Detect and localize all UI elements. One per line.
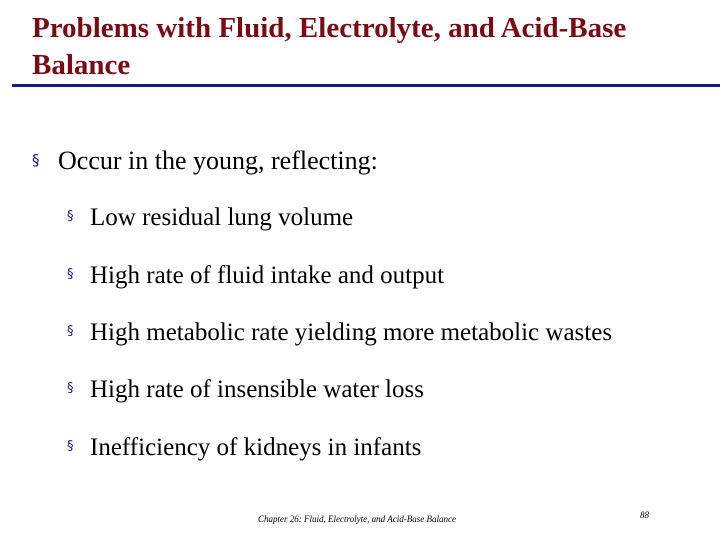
sub-bullet-text: High rate of fluid intake and output	[90, 262, 445, 289]
sub-bullet	[67, 317, 612, 350]
bullet-marker-icon: §	[67, 439, 74, 455]
sub-bullet	[67, 260, 444, 293]
sub-bullet	[67, 374, 424, 407]
bullet-marker-icon: §	[67, 267, 74, 283]
page-number: 88	[640, 510, 649, 520]
main-bullet-text: Occur in the young, reflecting:	[58, 146, 378, 175]
bullet-marker-icon: §	[67, 381, 74, 397]
main-bullet	[32, 144, 378, 180]
bullet-marker-icon: §	[67, 209, 74, 225]
sub-bullet	[67, 432, 421, 465]
bullet-marker-icon: §	[32, 151, 40, 170]
slide-footer: Chapter 26: Fluid, Electrolyte, and Acid-Base Balance	[258, 514, 456, 524]
sub-bullet-text: High rate of insensible water loss	[90, 376, 424, 403]
bullet-marker-icon: §	[67, 324, 74, 340]
sub-bullet-text: Low residual lung volume	[90, 204, 354, 231]
title-underline	[12, 84, 720, 87]
sub-bullet	[67, 202, 353, 235]
sub-bullet-text: Inefficiency of kidneys in infants	[90, 434, 422, 461]
sub-bullet-text: High metabolic rate yielding more metabolic wastes	[90, 319, 613, 346]
slide-title: Problems with Fluid, Electrolyte, and Acid-Base Balance	[32, 12, 627, 81]
